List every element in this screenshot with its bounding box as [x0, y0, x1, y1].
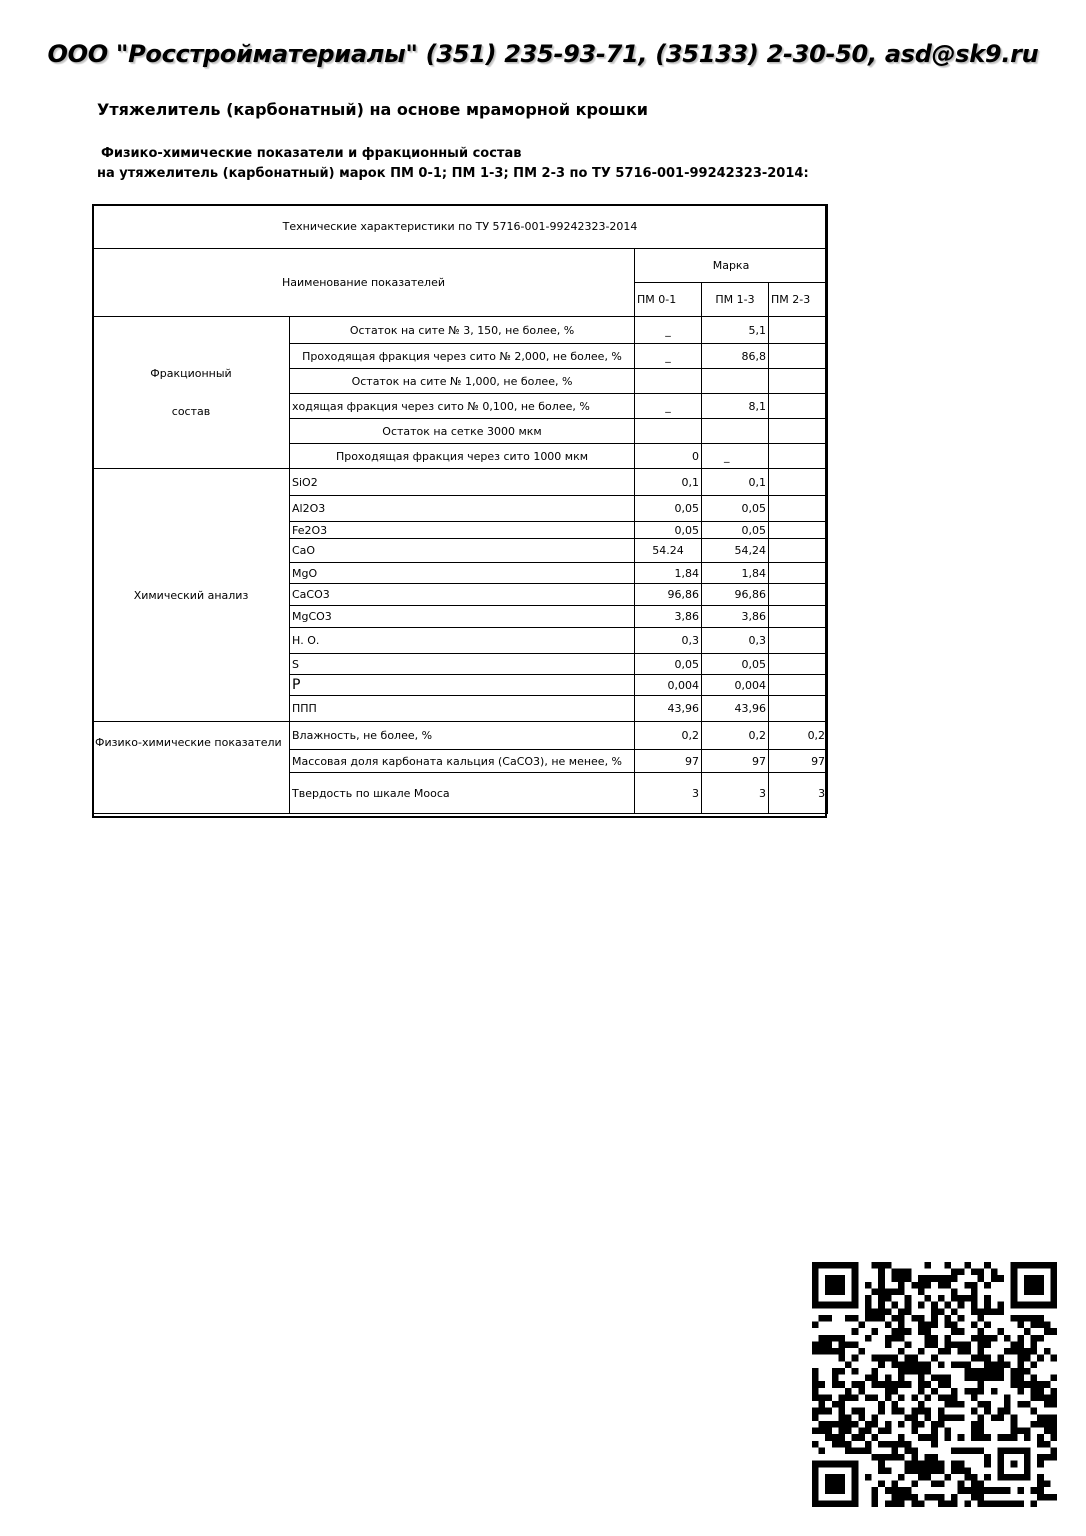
row-value: 3,86: [635, 606, 702, 628]
row-value: [769, 539, 828, 563]
row-value: 8,1: [702, 394, 769, 419]
row-value: [769, 444, 828, 469]
qr-code-icon: [812, 1262, 1057, 1507]
document-title: Утяжелитель (карбонатный) на основе мраморной крошки: [97, 100, 648, 119]
row-value: 1,84: [635, 563, 702, 584]
row-value: [769, 654, 828, 675]
row-value: 54,24: [702, 539, 769, 563]
table-caption: Технические характеристики по ТУ 5716-001-99242323-2014: [93, 205, 828, 249]
row-value: 0,05: [702, 654, 769, 675]
row-name: Остаток на сите № 1,000, не более, %: [290, 369, 635, 394]
group-fractional-line2: состав: [171, 404, 211, 418]
row-value: 3: [635, 773, 702, 814]
mark-pm23: ПМ 2-3: [769, 283, 828, 317]
row-value: 0,004: [635, 675, 702, 696]
row-value: [769, 696, 828, 722]
row-name: Влажность, не более, %: [290, 722, 635, 750]
group-fractional: [93, 317, 290, 469]
row-value: [769, 628, 828, 654]
row-value: 0,004: [702, 675, 769, 696]
row-value: 3: [769, 773, 828, 814]
row-name: Fe2O3: [290, 522, 635, 539]
row-value: 43,96: [635, 696, 702, 722]
row-value: [769, 394, 828, 419]
row-value: [769, 563, 828, 584]
table-row: [93, 317, 828, 344]
row-value: _: [635, 394, 702, 419]
row-name: Твердость по шкале Мооса: [290, 773, 635, 814]
row-name: Al2O3: [290, 496, 635, 522]
row-name: Остаток на сетке 3000 мкм: [290, 419, 635, 444]
spec-table: [92, 204, 828, 814]
row-name: P: [290, 675, 635, 696]
row-value: 0,3: [635, 628, 702, 654]
row-value: 1,84: [702, 563, 769, 584]
row-value: [769, 469, 828, 496]
row-value: 0,1: [702, 469, 769, 496]
table-row: [93, 722, 828, 750]
row-name: MgO: [290, 563, 635, 584]
row-name: SiO2: [290, 469, 635, 496]
row-value: 54.24: [635, 539, 702, 563]
row-value: [769, 369, 828, 394]
row-value: 0,05: [702, 496, 769, 522]
row-value: 0,2: [769, 722, 828, 750]
row-value: _: [702, 444, 769, 469]
row-name: Проходящая фракция через сито № 2,000, не более, %: [290, 344, 635, 369]
row-value: 0,05: [635, 496, 702, 522]
company-header: ООО "Росстройматериалы" (351) 235-93-71, (35133) 2-30-50, asd@sk9.ru: [47, 40, 1039, 68]
row-value: [769, 675, 828, 696]
row-name: Н. О.: [290, 628, 635, 654]
row-value: [635, 369, 702, 394]
row-name: Остаток на сите № 3, 150, не более, %: [290, 317, 635, 344]
row-name: S: [290, 654, 635, 675]
mark-pm13: ПМ 1-3: [702, 283, 769, 317]
row-name: ходящая фракция через сито № 0,100, не более, %: [290, 394, 635, 419]
row-value: 0,1: [635, 469, 702, 496]
row-value: 0,05: [702, 522, 769, 539]
group-physico-chemical: [93, 722, 290, 814]
row-value: 86,8: [702, 344, 769, 369]
row-value: [702, 369, 769, 394]
row-value: _: [635, 344, 702, 369]
group-fractional-line1: Фракционный: [150, 366, 232, 380]
mark-pm01: ПМ 0-1: [635, 283, 702, 317]
table-row: [93, 469, 828, 496]
row-name: CaO: [290, 539, 635, 563]
row-value: [769, 584, 828, 606]
row-name: CaCO3: [290, 584, 635, 606]
row-value: 3,86: [702, 606, 769, 628]
row-value: [769, 419, 828, 444]
row-value: [702, 419, 769, 444]
row-value: 0,05: [635, 522, 702, 539]
row-name: Проходящая фракция через сито 1000 мкм: [290, 444, 635, 469]
row-value: 0,05: [635, 654, 702, 675]
row-value: 5,1: [702, 317, 769, 344]
row-value: 43,96: [702, 696, 769, 722]
row-value: 96,86: [635, 584, 702, 606]
row-value: 97: [769, 750, 828, 773]
row-value: [769, 606, 828, 628]
row-name: MgCO3: [290, 606, 635, 628]
row-value: [769, 496, 828, 522]
name-header: Наименование показателей: [93, 249, 635, 317]
mark-header: Марка: [635, 249, 828, 283]
row-name: Массовая доля карбоната кальция (CaCO3), не менее, %: [290, 750, 635, 773]
row-value: 97: [702, 750, 769, 773]
row-value: 3: [702, 773, 769, 814]
row-value: 0: [635, 444, 702, 469]
subtitle-line-1: Физико-химические показатели и фракционный состав: [101, 146, 522, 161]
row-name: ППП: [290, 696, 635, 722]
row-value: [769, 317, 828, 344]
row-value: 96,86: [702, 584, 769, 606]
row-value: [635, 419, 702, 444]
row-value: [769, 344, 828, 369]
subtitle-line-2: на утяжелитель (карбонатный) марок ПМ 0-1; ПМ 1-3; ПМ 2-3 по ТУ 5716-001-99242323-2014:: [97, 166, 809, 181]
row-value: 0,3: [702, 628, 769, 654]
group-chemical: Химический анализ: [93, 469, 290, 722]
row-value: 97: [635, 750, 702, 773]
group-physico-chemical-label: Физико-химические показатели: [95, 736, 282, 749]
row-value: [769, 522, 828, 539]
row-value: 0,2: [702, 722, 769, 750]
row-value: _: [635, 317, 702, 344]
row-value: 0,2: [635, 722, 702, 750]
